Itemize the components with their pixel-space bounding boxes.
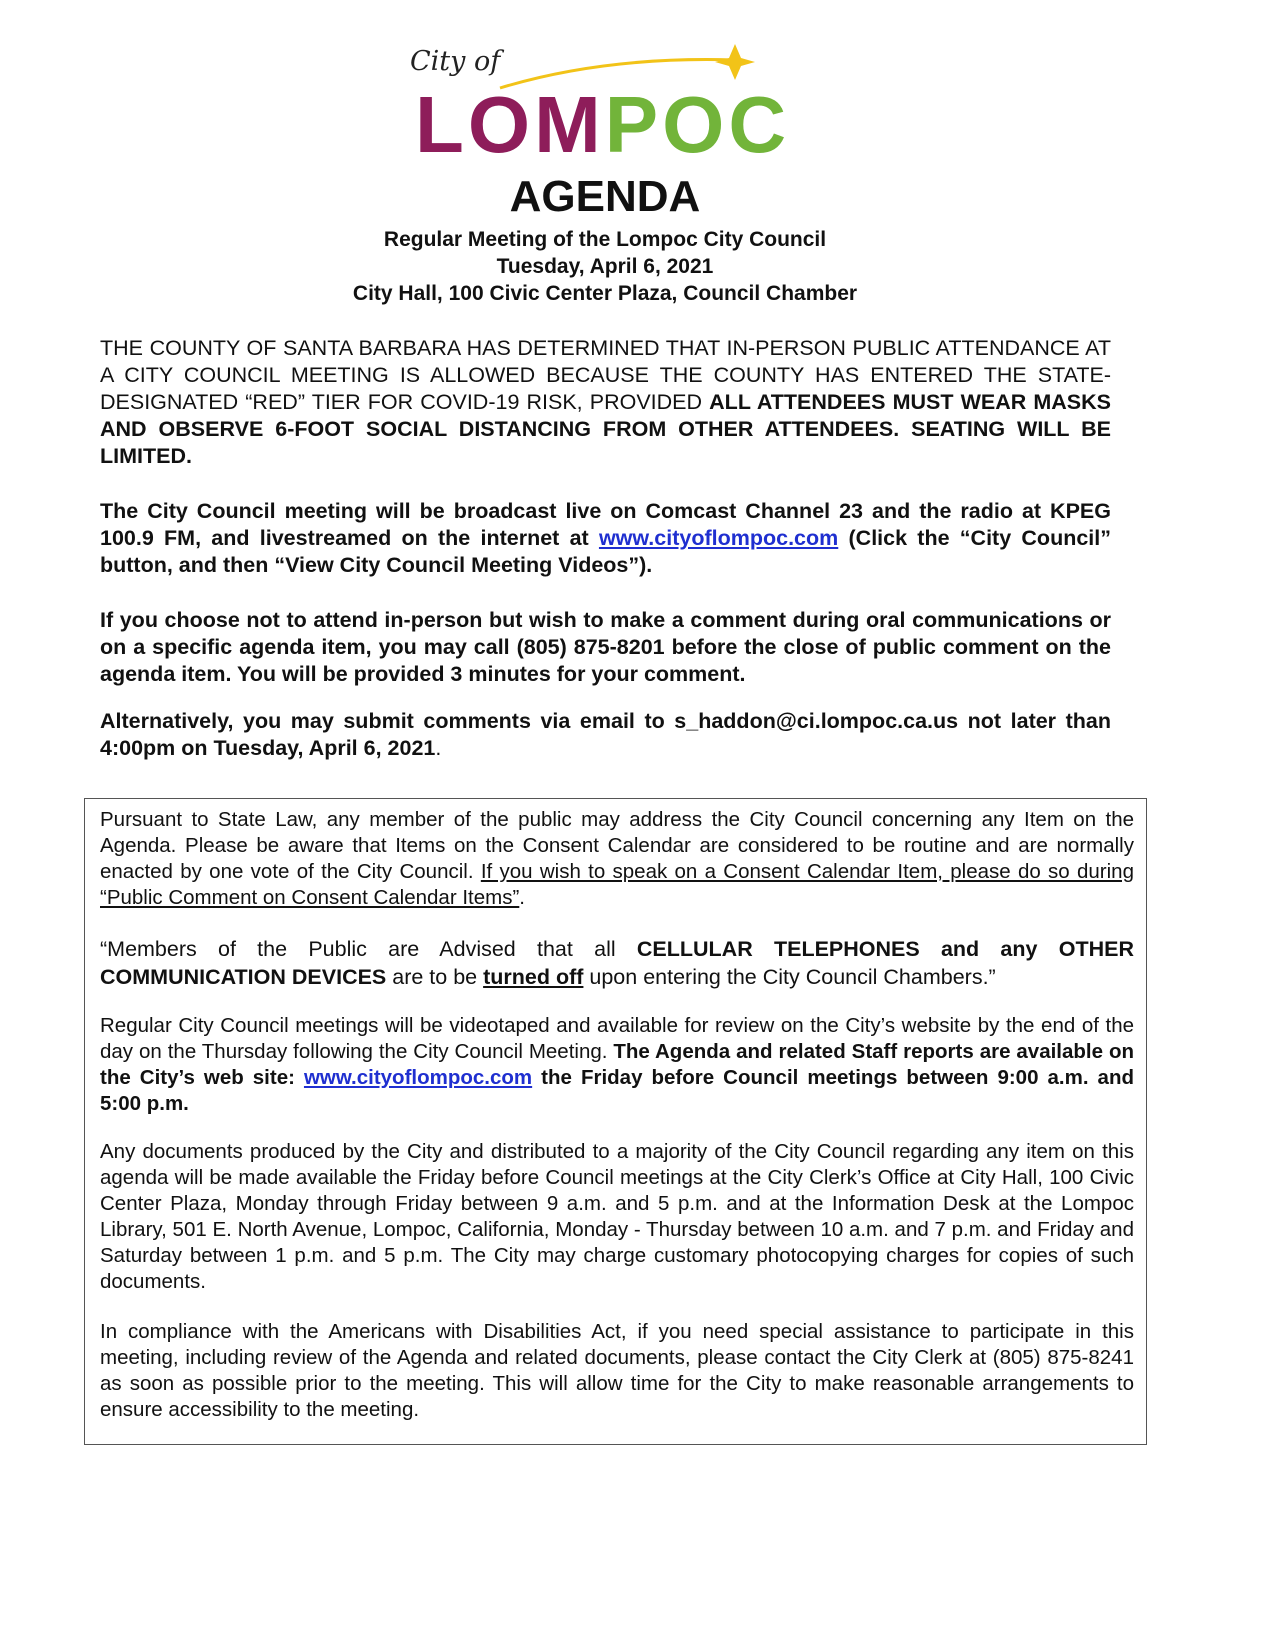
email-comment-end: . [435,736,442,760]
phone-comment-notice: If you choose not to attend in-person but wish to make a comment during oral communications or on a specific agenda item, you may call (805) 875-8201 before the close of public comment on the agenda item. You will be provided 3 minutes for your comment. [100,608,1111,686]
p1-text: Pursuant to State Law, any member of the public may address the City Council concerning any Item on the Agenda. Please be aware that Items on the Consent Calendar are considered to be routine and are normally enacted by one vote of the City Council. [100,808,1134,883]
meeting-location: City Hall, 100 Civic Center Plaza, Council Chamber [352,282,858,305]
logo-wordmark [415,80,790,170]
email-comment-text: Alternatively, you may submit comments via email to s_haddon@ci.lompoc.ca.us not later than 4:00pm on Tuesday, April 6, 2021 [100,709,1111,760]
city-of-lompoc-logo [405,38,805,169]
broadcast-text-end: (Click the “City Council” button, and then “View City Council Meeting Videos”). [100,526,1111,577]
logo-poc: POC [604,80,791,169]
broadcast-text: The City Council meeting will be broadcast live on Comcast Channel 23 and the radio at KPEG 100.9 FM, and livestreamed on the internet at [100,499,1111,550]
page-title: AGENDA [509,172,701,221]
p2-text-c: upon entering the City Council Chambers.” [583,965,996,989]
documents-paragraph: Any documents produced by the City and distributed to a majority of the City Council regarding any item on this agenda will be made available the Friday before Council meetings at the City Clerk’s Office at City Hall, 100 Civic Center Plaza, Monday through Friday between 9 a.m. and 5 p.m. and at the Information Desk at the Lompoc Library, 501 E. North Avenue, Lompoc, California, Monday - Thursday between 10 a.m. and 7 p.m. and Friday and Saturday between 1 p.m. and 5 p.m. The City may charge customary photocopying charges for copies of such documents. [100,1140,1134,1293]
p2-text: “Members of the Public are Advised that all [100,937,637,961]
meeting-name: Regular Meeting of the Lompoc City Council [383,228,827,251]
covid-notice-bold: ALL ATTENDEES MUST WEAR MASKS AND OBSERVE 6-FOOT SOCIAL DISTANCING FROM OTHER ATTENDEES. SEATING WILL BE LIMITED. [100,390,1111,468]
website-link[interactable]: www.cityoflompoc.com [598,526,839,550]
videotape-paragraph [100,1013,1134,1117]
email-comment-notice [100,708,1111,762]
covid-notice [100,335,1111,470]
ada-paragraph: In compliance with the Americans with Disabilities Act, if you need special assistance to participate in this meeting, including review of the Agenda and related documents, please contact the City Clerk at (805) 875-8241 as soon as possible prior to the meeting. This will allow time for the City to make reasonable arrangements to ensure accessibility to the meeting. [100,1320,1134,1421]
meeting-date: Tuesday, April 6, 2021 [496,255,714,278]
website-link-2[interactable]: www.cityoflompoc.com [303,1066,533,1089]
p2-turned-off: turned off [483,965,584,989]
public-information-box [84,798,1147,1445]
p3-bold-end: the Friday before Council meetings between 9:00 a.m. and 5:00 p.m. [100,1066,1134,1115]
p1-underlined: If you wish to speak on a Consent Calendar Item, please do so during “Public Comment on Consent Calendar Items” [100,860,1134,909]
devices-paragraph [100,935,1134,991]
p2-text-b: are to be [386,965,484,989]
p1-end: . [519,886,525,909]
covid-notice-text: THE COUNTY OF SANTA BARBARA HAS DETERMINED THAT IN-PERSON PUBLIC ATTENDANCE AT A CITY COUNCIL MEETING IS ALLOWED BECAUSE THE COUNTY HAS ENTERED THE STATE-DESIGNATED “RED” TIER FOR COVID-19 RISK, PROVIDED [100,336,1111,414]
p3-text: Regular City Council meetings will be videotaped and available for review on the City’s website by the end of the day on the Thursday following the City Council Meeting. [100,1014,1134,1063]
public-comment-paragraph [100,807,1134,911]
broadcast-notice [100,498,1111,579]
logo-lom: LOM [415,80,605,169]
p3-bold: The Agenda and related Staff reports are available on the City’s web site: [100,1040,1134,1089]
logo-city-of: City of [410,46,501,77]
p2-bold: CELLULAR TELEPHONES and any OTHER COMMUNICATION DEVICES [100,937,1134,989]
